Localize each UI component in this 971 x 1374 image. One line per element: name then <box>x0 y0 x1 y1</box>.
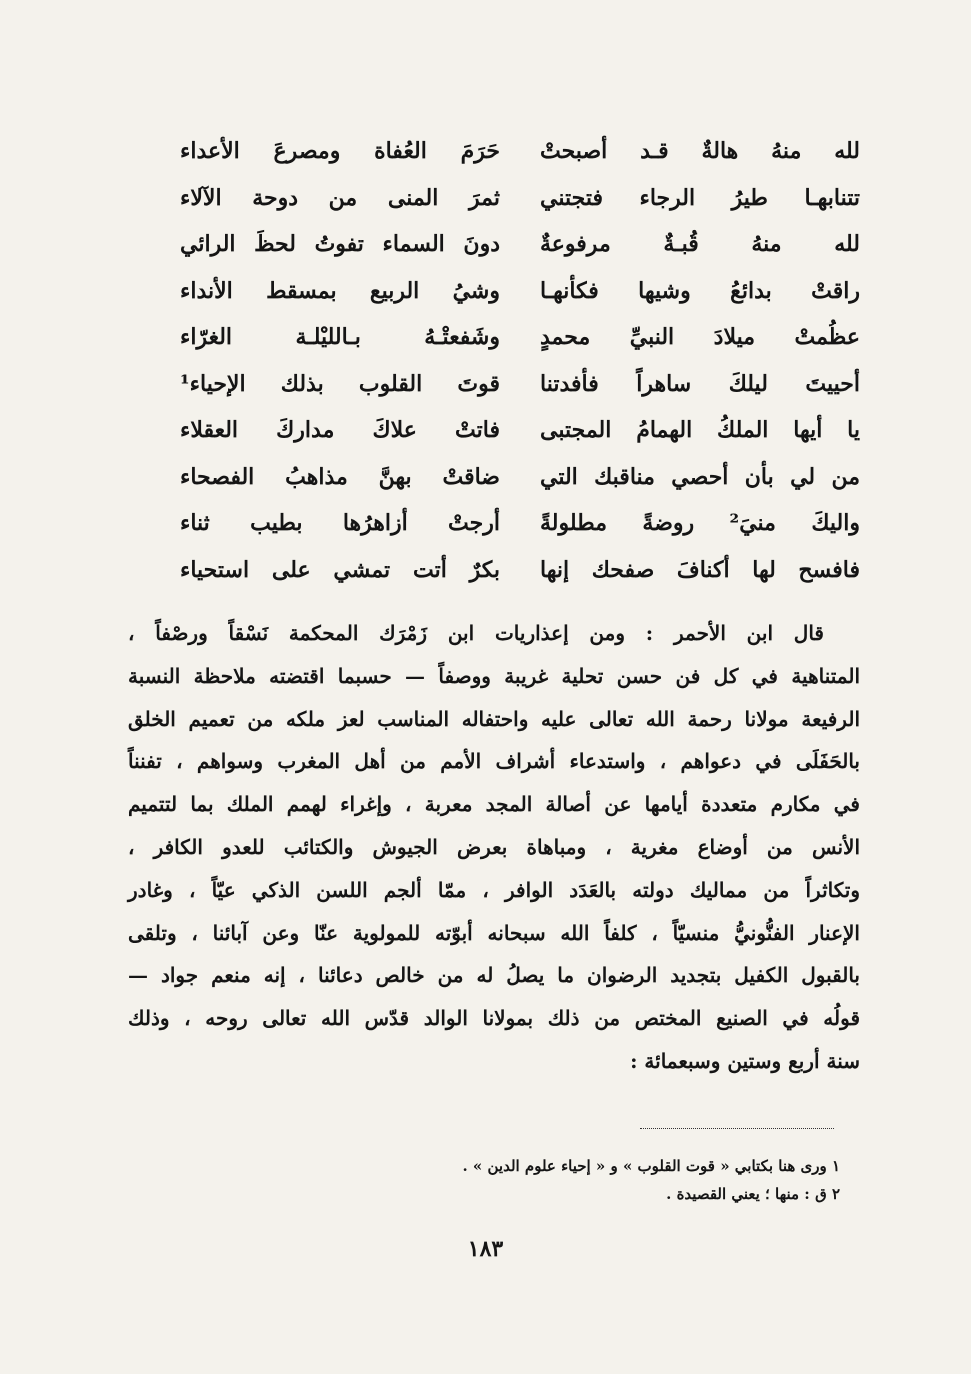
hemistich-first: راقتْ بدائعُ وشيها فكأنهـا <box>540 277 860 304</box>
hemistich-first: من لي بأن أحصي مناقبك التي <box>540 463 860 490</box>
hemistich-first: لله منهُ قُبـةٌ مرفوعةٌ <box>540 231 860 258</box>
prose-line: المتناهية في كل فن حسن تحلية غريبة ووصفاً — حسبما اقتضته ملاحظة النسبة <box>128 663 860 688</box>
page-number: ١٨٣ <box>467 1236 504 1262</box>
prose-line: سنة أربع وستين وسبعمائة : <box>630 1048 860 1073</box>
hemistich-second: فاتتْ علاكَ مداركَ العقلاء <box>180 417 500 444</box>
verse <box>180 128 860 175</box>
hemistich-first: واليكَ منيَ² روضةً مطلولةً <box>540 510 860 537</box>
hemistich-second: حَرَمَ العُفاة ومصرعَ الأعداء <box>180 138 500 165</box>
prose-line: قولُه في الصنيع المختص من ذلك بمولانا الوالد قدّس الله تعالى روحه ، وذلك <box>128 1006 860 1031</box>
verse <box>180 407 860 454</box>
footnote: ٢ ق : منها ؛ يعني القصيدة . <box>666 1185 840 1203</box>
verse <box>180 547 860 594</box>
prose-line: قال ابن الأحمر : ومن إعذاريات ابن زَمْرَك المحكمة نَسْقاً ورصْفاً ، <box>128 621 824 645</box>
poem <box>180 128 860 593</box>
hemistich-second: وشيُ الربيع بمسقط الأنداء <box>180 277 500 304</box>
prose-line: وتكاثراً من مماليك دولته بالعَدَد الوافر ، ممّا ألجم اللسن الذكي عيّاً ، وغادر <box>128 877 860 902</box>
hemistich-first: يا أيها الملكُ الهمامُ المجتبى <box>540 417 860 444</box>
verse <box>180 175 860 222</box>
hemistich-second: وشَفعتْـهُ بـالليْلـة الغرّاء <box>180 324 500 351</box>
prose-line: الرفيعة مولانا رحمة الله تعالى عليه واحتفاله المناسب لعز ملكه من تعميم الخلق <box>128 706 860 731</box>
verse <box>180 268 860 315</box>
verse <box>180 500 860 547</box>
prose-line: بالحَفَلَى في دعواهم ، واستدعاء أشراف الأمم من أهل المغرب وسواهم ، تفنناً <box>128 749 860 774</box>
prose-paragraph <box>128 612 860 1083</box>
prose-line: في مكارم متعددة أيامها عن أصالة المجد معربة ، وإغراء لهمم الملك بما لتتميم <box>128 792 860 817</box>
verse <box>180 361 860 408</box>
hemistich-second: ثمرَ المنى من دوحة الآلاء <box>180 184 500 211</box>
verse <box>180 221 860 268</box>
verse <box>180 454 860 501</box>
hemistich-first: عظُمتْ ميلادَ النبيِّ محمدٍ <box>540 324 860 351</box>
hemistich-first: لله منهُ هالةٌ قـد أصبحتْ <box>540 138 860 165</box>
verse <box>180 314 860 361</box>
hemistich-second: أرجتْ أزاهرُها بطيب ثناء <box>180 510 500 537</box>
prose-line: الإعنار الفنُّونيُّ منسيّاً ، كلفاً الله سبحانه أبوّته للمولوية عنّا وعن آبائنا ، وتلقى <box>128 920 860 945</box>
prose-line: بالقبول الكفيل بتجديد الرضوان ما يصلُ له من خالص دعائنا ، إنه منعم جواد — <box>128 963 860 988</box>
footnotes <box>280 1152 840 1208</box>
hemistich-second: ضاقتْ بهنَّ مذاهبُ الفصحاء <box>180 463 500 490</box>
hemistich-first: فافسح لها أكنافَ صفحك إنها <box>540 556 860 583</box>
hemistich-second: قوتَ القلوب بذلك الإحياء¹ <box>180 370 500 397</box>
footnote-separator <box>640 1128 834 1129</box>
hemistich-second: دونَ السماء تفوتُ لحظَ الرائي <box>180 231 500 258</box>
footnote: ١ ورى هنا بكتابي « قوت القلوب » و « إحياء علوم الدين » . <box>462 1157 840 1175</box>
hemistich-first: تتنابهـا طيرُ الرجاء فتجتني <box>540 184 860 211</box>
hemistich-first: أحييتَ ليلكَ ساهراً فأفدتنا <box>540 370 860 397</box>
prose-line: الأنس من أوضاع مغرية ، ومباهاة بعرض الجيوش والكتائب للعدو الكافر ، <box>128 834 861 859</box>
hemistich-second: بكرٌ أتت تمشي على استحياء <box>180 556 500 583</box>
